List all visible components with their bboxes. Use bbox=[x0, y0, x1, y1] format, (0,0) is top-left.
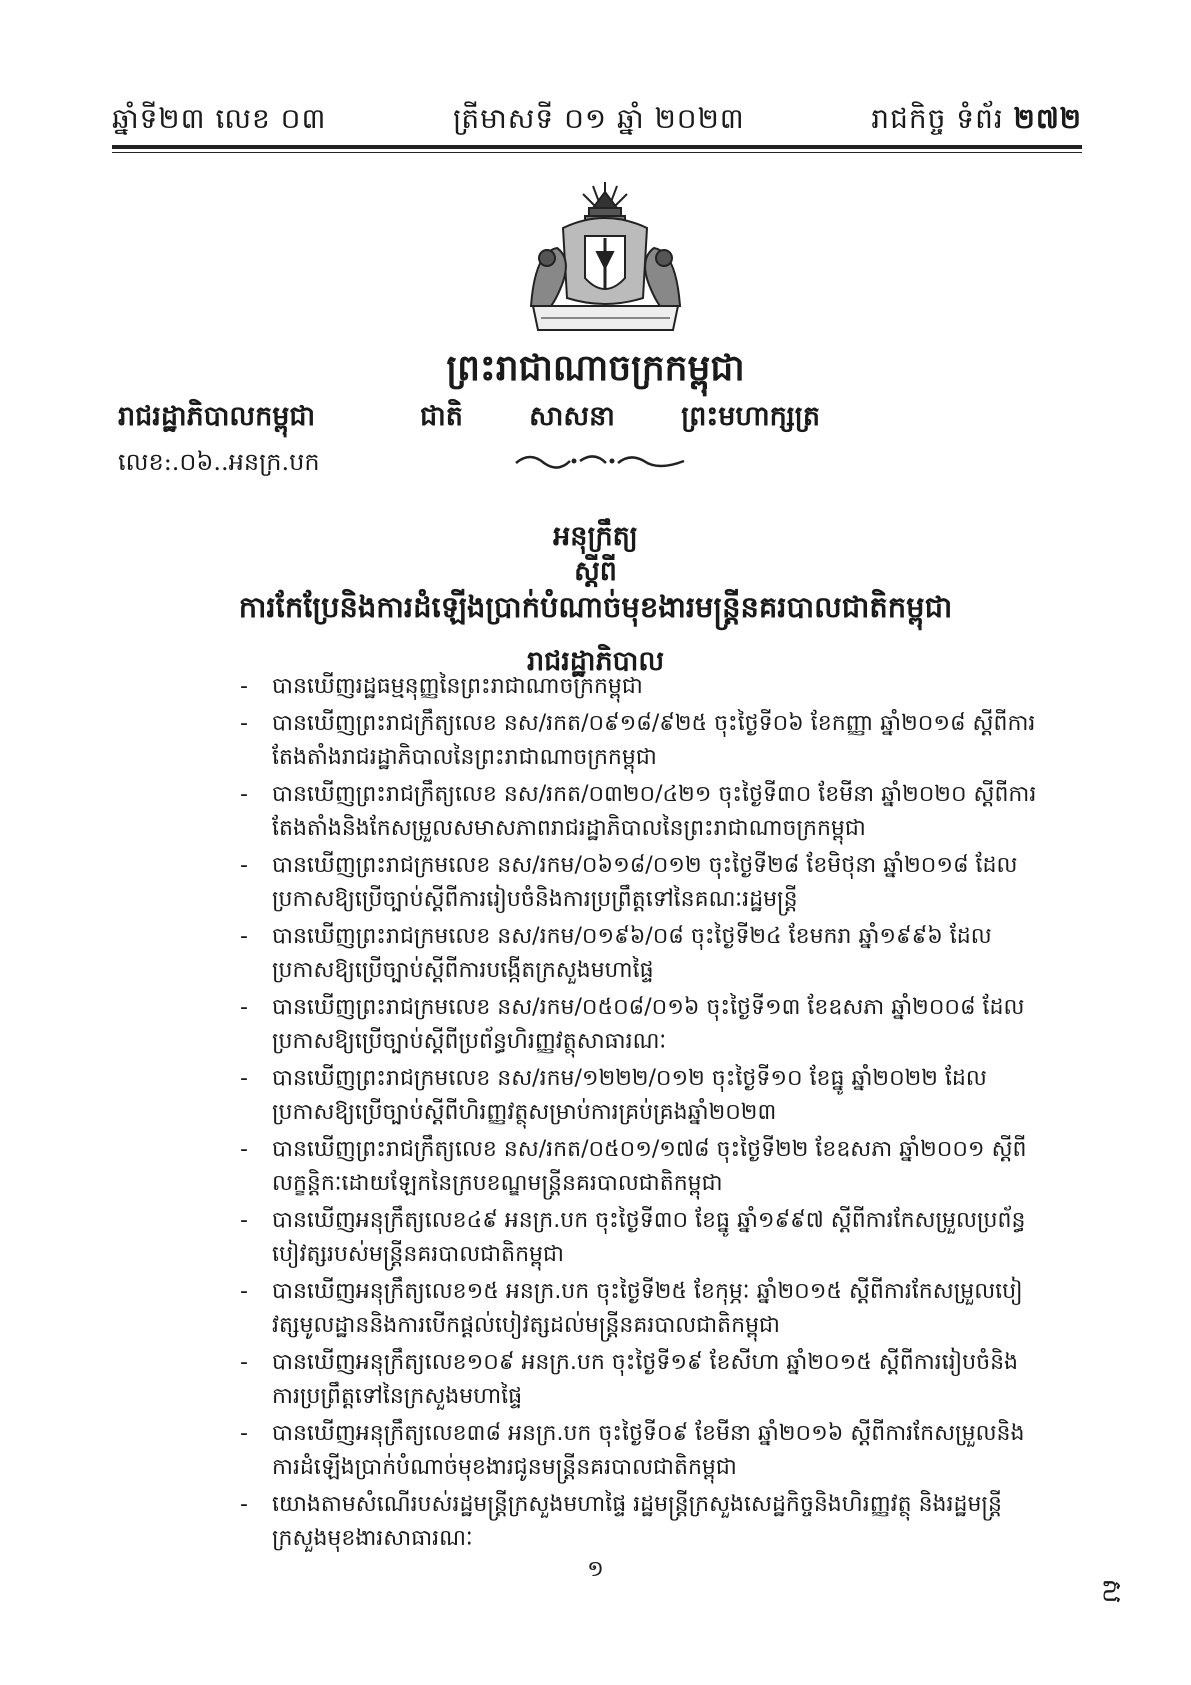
decree-issuer: រាជរដ្ឋាភិបាល bbox=[526, 646, 665, 677]
preamble-item: - បានឃើញព្រះរាជក្រឹត្យលេខ នស/រកត/០៩១៨/៩២៥ ចុះថ្ងៃទី០៦ ខែកញ្ញា ឆ្នាំ២០១៨ ស្ដីពីការតែងតាំងរាជរដ្ឋាភិបាលនៃព្រះរាជាណាចក្រកម្ពុជា bbox=[240, 711, 1036, 770]
preamble-item: - បានឃើញអនុក្រឹត្យលេខ៤៩ អនក្រ.បក ចុះថ្ងៃទី៣០ ខែធ្នូ ឆ្នាំ១៩៩៧ ស្ដីពីការកែសម្រួលប្រព័ន្ធបៀវត្សរបស់មន្ត្រីនគរបាលជាតិកម្ពុជា bbox=[240, 1208, 1026, 1267]
gazette-header bbox=[112, 92, 1082, 142]
decree-subject: ការកែប្រែនិងការដំឡើងប្រាក់បំណាច់មុខងារមន្ត្រីនគរបាលជាតិកម្ពុជា bbox=[238, 590, 953, 624]
ornament-flourish-icon bbox=[510, 449, 690, 473]
government-name: រាជរដ្ឋាភិបាលកម្ពុជា bbox=[118, 401, 316, 432]
national-motto bbox=[420, 400, 820, 439]
preamble-item: - បានឃើញអនុក្រឹត្យលេខ១៥ អនក្រ.បក ចុះថ្ងៃទី២៥ ខែកុម្ភៈ ឆ្នាំ២០១៥ ស្ដីពីការកែសម្រួលបៀវត្សមូលដ្ឋាននិងការបើកផ្ដល់បៀវត្សដល់មន្ត្រីនគរបាលជាតិកម្ពុជា bbox=[240, 1279, 1023, 1338]
preamble-item: - បានឃើញព្រះរាជក្រមលេខ នស/រកម/០៦១៨/០១២ ចុះថ្ងៃទី២៨ ខែមិថុនា ឆ្នាំ២០១៨ ដែលប្រកាសឱ្យប្រើច្បាប់ស្ដីពីការរៀបចំនិងការប្រព្រឹត្តទៅនៃគណៈរដ្ឋមន្ត្រី bbox=[240, 853, 1018, 912]
motto-religion: សាសនា bbox=[529, 401, 615, 432]
decree-about: ស្ដីពី bbox=[574, 556, 617, 587]
preamble-item: - បានឃើញព្រះរាជក្រឹត្យលេខ នស/រកត/០៣២០/៤២១ ចុះថ្ងៃទី៣០ ខែមីនា ឆ្នាំ២០២០ ស្ដីពីការតែងតាំងនិងកែសម្រួលសមាសភាពរាជរដ្ឋាភិបាលនៃព្រះរាជាណាចក្រកម្ពុជា bbox=[240, 782, 1037, 841]
page-footer-number: ១ bbox=[587, 1557, 604, 1582]
preamble-item: - យោងតាមសំណើរបស់រដ្ឋមន្ត្រីក្រសួងមហាផ្ទៃ រដ្ឋមន្ត្រីក្រសួងសេដ្ឋកិច្ចនិងហិរញ្ញវត្ថុ និងរដ្ឋមន្ត្រីក្រសួងមុខងារសាធារណៈ bbox=[240, 1492, 1002, 1551]
preamble-item: - បានឃើញរដ្ឋធម្មនុញ្ញនៃព្រះរាជាណាចក្រកម្ពុជា bbox=[240, 674, 643, 699]
preamble-item: - បានឃើញអនុក្រឹត្យលេខ១០៩ អនក្រ.បក ចុះថ្ងៃទី១៩ ខែសីហា ឆ្នាំ២០១៥ ស្ដីពីការរៀបចំនិងការប្រព្រឹត្តទៅនៃក្រសួងមហាផ្ទៃ bbox=[240, 1350, 1019, 1409]
preamble-item: - បានឃើញព្រះរាជក្រមលេខ នស/រកម/១២២២/០១២ ចុះថ្ងៃទី១០ ខែធ្នូ ឆ្នាំ២០២២ ដែលប្រកាសឱ្យប្រើច្បាប់ស្ដីពីហិរញ្ញវត្ថុសម្រាប់ការគ្រប់គ្រងឆ្នាំ២០២៣ bbox=[240, 1066, 987, 1125]
kingdom-title: ព្រះរាជាណាចក្រកម្ពុជា bbox=[446, 347, 745, 389]
issue-label: ឆ្នាំទី២៣ លេខ ០៣ bbox=[112, 102, 327, 135]
preamble-item: - បានឃើញព្រះរាជក្រឹត្យលេខ នស/រកត/០៥០១/១៧៨ ចុះថ្ងៃទី២២ ខែឧសភា ឆ្នាំ២០០១ ស្ដីពីលក្ខន្តិកៈដោយឡែកនៃក្របខណ្ឌមន្ត្រីនគរបាលជាតិកម្ពុជា bbox=[240, 1137, 1027, 1196]
decree-type: អនុក្រឹត្យ bbox=[553, 521, 638, 552]
gazette-page-number: ២៧២ bbox=[1013, 102, 1082, 135]
motto-king: ព្រះមហាក្សត្រ bbox=[681, 401, 820, 432]
preamble-item: - បានឃើញព្រះរាជក្រមលេខ នស/រកម/០១៩៦/០៨ ចុះថ្ងៃទី២៤ ខែមករា ឆ្នាំ១៩៩៦ ដែលប្រកាសឱ្យប្រើច្បាប់ស្ដីពីការបង្កើតក្រសួងមហាផ្ទៃ bbox=[240, 924, 992, 983]
header-rule-thin bbox=[112, 152, 1082, 153]
margin-initial: ស bbox=[1096, 1578, 1127, 1604]
quarter-label: ត្រីមាសទី ០១ ឆ្នាំ ២០២៣ bbox=[453, 102, 745, 135]
gazette-label: រាជកិច្ច ទំព័រ bbox=[871, 102, 1004, 135]
header-rule-thick bbox=[112, 145, 1082, 149]
preamble-item: - បានឃើញអនុក្រឹត្យលេខ៣៨ អនក្រ.បក ចុះថ្ងៃទី០៩ ខែមីនា ឆ្នាំ២០១៦ ស្ដីពីការកែសម្រួលនិងការដំឡើងប្រាក់បំណាច់មុខងារជូនមន្ត្រីនគរបាលជាតិកម្ពុជា bbox=[240, 1421, 1025, 1480]
royal-emblem-icon bbox=[523, 178, 688, 338]
preamble-list bbox=[240, 670, 1040, 1559]
gazette-page-label bbox=[871, 101, 1082, 142]
motto-nation: ជាតិ bbox=[420, 401, 463, 432]
document-number: លេខ:.០៦..អនក្រ.បក bbox=[118, 448, 320, 476]
preamble-item: - បានឃើញព្រះរាជក្រមលេខ នស/រកម/០៥០៨/០១៦ ចុះថ្ងៃទី១៣ ខែឧសភា ឆ្នាំ២០០៨ ដែលប្រកាសឱ្យប្រើច្បាប់ស្ដីពីប្រព័ន្ធហិរញ្ញវត្ថុសាធារណៈ bbox=[240, 995, 1025, 1054]
